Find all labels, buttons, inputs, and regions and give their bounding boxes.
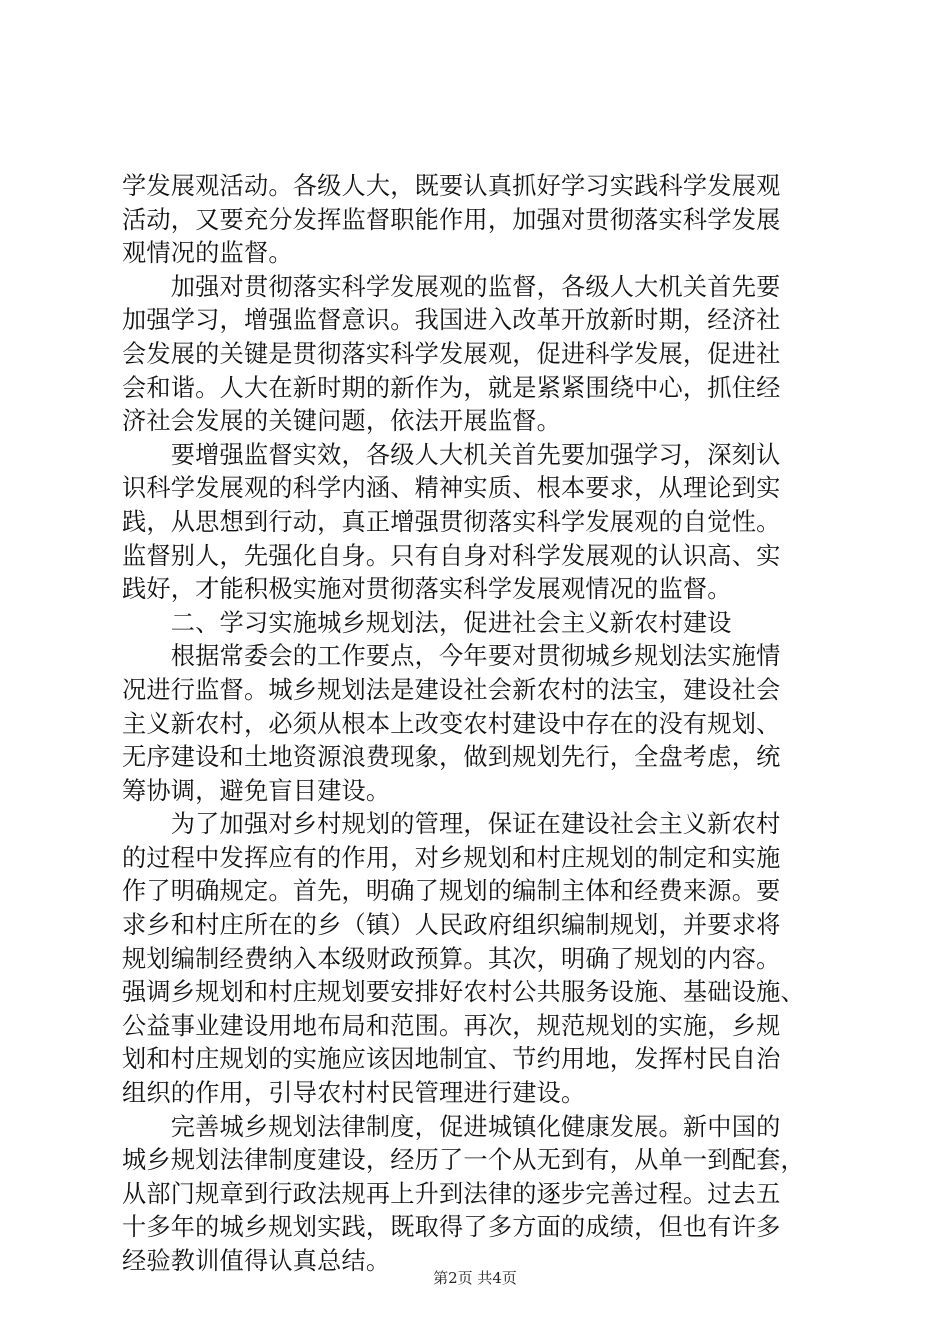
- text-line: 为了加强对乡村规划的管理，保证在建设社会主义新农村: [122, 810, 781, 839]
- text-line: 济社会发展的关键问题，依法开展监督。: [122, 407, 561, 436]
- text-line: 完善城乡规划法律制度，促进城镇化健康发展。新中国的: [122, 1112, 781, 1141]
- paragraph: [122, 439, 832, 607]
- text-line: 规划编制经费纳入本级财政预算。其次，明确了规划的内容。: [122, 944, 781, 973]
- text-line: 公益事业建设用地布局和范围。再次，规范规划的实施，乡规: [122, 1011, 781, 1040]
- text-line: 组织的作用，引导农村村民管理进行建设。: [122, 1079, 586, 1108]
- text-line: 况进行监督。城乡规划法是建设社会新农村的法宝，建设社会: [122, 675, 781, 704]
- document-body: [122, 170, 832, 1279]
- text-line: 践，从思想到行动，真正增强贯彻落实科学发展观的自觉性。: [122, 507, 781, 536]
- text-line: 主义新农村，必须从根本上改变农村建设中存在的没有规划、: [122, 709, 781, 738]
- text-line: 筹协调，避免盲目建设。: [122, 776, 391, 805]
- text-line: 十多年的城乡规划实践，既取得了多方面的成绩，但也有许多: [122, 1213, 781, 1242]
- text-line: 监督别人，先强化自身。只有自身对科学发展观的认识高、实: [122, 541, 781, 570]
- page-footer: 第2页 共4页: [433, 1269, 517, 1287]
- text-line: 加强对贯彻落实科学发展观的监督，各级人大机关首先要: [122, 272, 781, 301]
- text-line: 会和谐。人大在新时期的新作为，就是紧紧围绕中心，抓住经: [122, 373, 781, 402]
- paragraph: [122, 271, 832, 439]
- text-line: 会发展的关键是贯彻落实科学发展观，促进科学发展，促进社: [122, 339, 781, 368]
- text-line: 加强学习，增强监督意识。我国进入改革开放新时期，经济社: [122, 306, 781, 335]
- text-line: 划和村庄规划的实施应该因地制宜、节约用地，发挥村民自治: [122, 1045, 781, 1074]
- text-line: 根据常委会的工作要点，今年要对贯彻城乡规划法实施情: [122, 642, 781, 671]
- text-line: 活动，又要充分发挥监督职能作用，加强对贯彻落实科学发展: [122, 205, 781, 234]
- text-line: 的过程中发挥应有的作用，对乡规划和村庄规划的制定和实施: [122, 843, 781, 872]
- paragraph: [122, 808, 832, 1110]
- text-line: 作了明确规定。首先，明确了规划的编制主体和经费来源。要: [122, 877, 781, 906]
- paragraph: [122, 607, 832, 641]
- text-line: 二、学习实施城乡规划法，促进社会主义新农村建设: [122, 608, 732, 637]
- text-line: 从部门规章到行政法规再上升到法律的逐步完善过程。过去五: [122, 1179, 781, 1208]
- paragraph: [122, 640, 832, 808]
- text-line: 求乡和村庄所在的乡（镇）人民政府组织编制规划，并要求将: [122, 911, 781, 940]
- paragraph: [122, 170, 832, 271]
- text-line: 强调乡规划和村庄规划要安排好农村公共服务设施、基础设施、: [122, 978, 805, 1007]
- text-line: 践好，才能积极实施对贯彻落实科学发展观情况的监督。: [122, 575, 732, 604]
- text-line: 要增强监督实效，各级人大机关首先要加强学习，深刻认: [122, 440, 781, 469]
- text-line: 经验教训值得认真总结。: [122, 1247, 391, 1275]
- text-line: 城乡规划法律制度建设，经历了一个从无到有，从单一到配套，: [122, 1146, 805, 1175]
- text-line: 观情况的监督。: [122, 239, 293, 268]
- text-line: 学发展观活动。各级人大，既要认真抓好学习实践科学发展观: [122, 172, 781, 200]
- text-line: 识科学发展观的科学内涵、精神实质、根本要求，从理论到实: [122, 474, 781, 503]
- text-line: 无序建设和土地资源浪费现象，做到规划先行，全盘考虑，统: [122, 743, 781, 772]
- paragraph: [122, 1111, 832, 1279]
